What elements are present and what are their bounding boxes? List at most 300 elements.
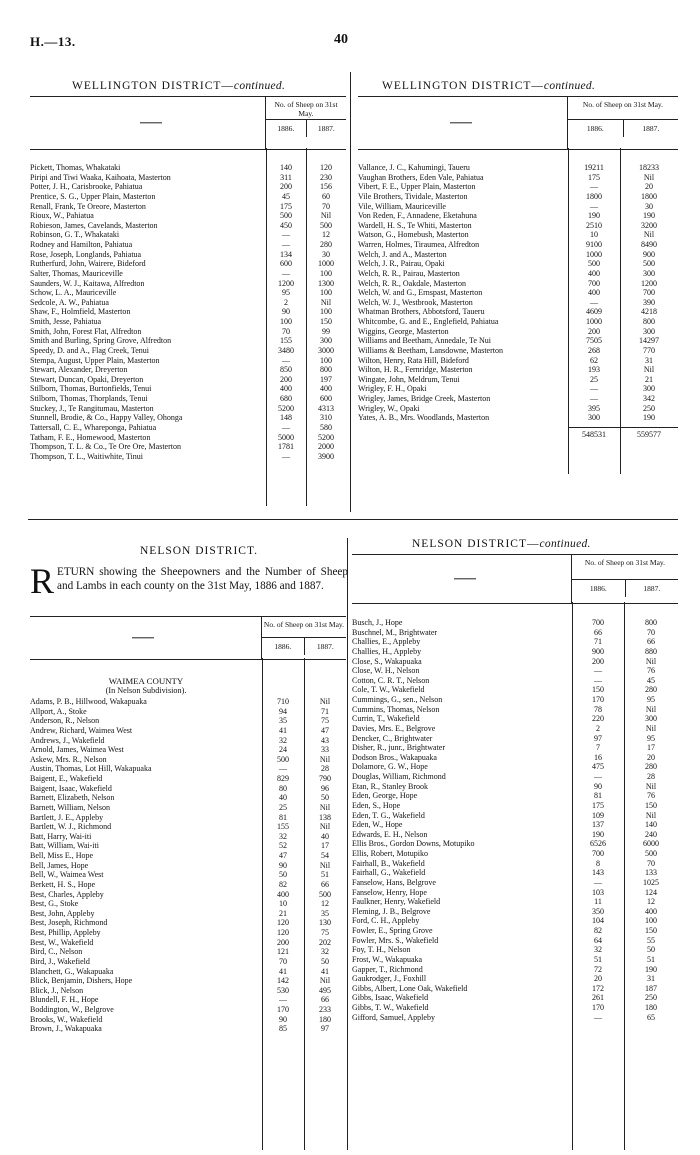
owner-name: Yates, A. B., Mrs. Woodlands, Masterton xyxy=(358,413,490,423)
sheep-1886: 97 xyxy=(594,733,602,743)
owner-name: Fairhall, G., Wakefield xyxy=(352,868,426,878)
sheep-1887: 770 xyxy=(643,345,655,355)
sheep-1886: 148 xyxy=(280,413,292,423)
sheep-1886: 200 xyxy=(588,326,600,336)
table-row xyxy=(30,279,346,289)
sheep-1886: — xyxy=(590,394,598,403)
sheep-1887: 20 xyxy=(647,752,655,762)
table-row xyxy=(30,803,346,813)
col-rule xyxy=(568,148,569,474)
sheep-1886: 2 xyxy=(596,723,600,733)
nelson-left-title: NELSON DISTRICT. xyxy=(140,545,259,557)
sheep-1887: Nil xyxy=(645,723,657,733)
sheep-1887: 1025 xyxy=(643,877,659,887)
owner-name: Gapper, T., Richmond xyxy=(352,964,423,974)
owner-name: Best, Joseph, Richmond xyxy=(30,918,108,928)
sheep-1886: 170 xyxy=(592,695,604,704)
table-row xyxy=(30,813,346,823)
sheep-1886: — xyxy=(590,384,598,394)
table-row xyxy=(352,685,678,695)
owner-name: Wardell, H. S., Te Whiti, Masterton xyxy=(358,220,472,230)
table-row xyxy=(352,907,678,917)
table-row xyxy=(352,647,678,657)
table-body xyxy=(352,618,678,1022)
sheep-1887: 45 xyxy=(647,675,655,685)
sheep-1887: 250 xyxy=(645,993,657,1003)
sheep-1886: 170 xyxy=(277,1005,289,1014)
sheep-1887: 76 xyxy=(647,666,655,676)
owner-name: Robieson, James, Cavelands, Masterton xyxy=(30,220,158,230)
sheep-1887: 300 xyxy=(643,384,655,394)
sheep-1887: 20 xyxy=(645,182,653,192)
sheep-1887: 138 xyxy=(319,812,331,822)
sheep-1887: 280 xyxy=(645,685,657,695)
sheep-1886: 20 xyxy=(594,974,602,984)
nelson-right-table xyxy=(352,554,678,1022)
owner-name: Barnett, William, Nelson xyxy=(30,802,110,812)
owner-name: Welch, R. R., Oakdale, Masterton xyxy=(358,278,466,288)
sheep-1887: 2000 xyxy=(318,442,334,452)
owner-name: Watson, G., Homebush, Masterton xyxy=(358,230,469,240)
owner-name: Ellis Bros., Gordon Downs, Motupiko xyxy=(352,839,475,849)
table-row xyxy=(30,423,346,433)
owner-name: Fleming, J. B., Belgrove xyxy=(352,906,431,916)
sheep-1887: Nil xyxy=(643,365,655,375)
table-row xyxy=(30,230,346,240)
sheep-1886: 142 xyxy=(277,976,289,986)
owner-name: Pickett, Thomas, Whakataki xyxy=(30,163,121,172)
owner-name: Austin, Thomas, Lot Hill, Wakapuaka xyxy=(30,764,152,774)
sheep-1887: 28 xyxy=(647,772,655,781)
owner-name: Wrigley, James, Bridge Creek, Masterton xyxy=(358,394,491,403)
table-row xyxy=(358,404,678,414)
col-rule xyxy=(624,602,625,1150)
table-row xyxy=(30,288,346,298)
table-row xyxy=(30,832,346,842)
owner-name: Dencker, C., Brightwater xyxy=(352,733,433,743)
table-row xyxy=(352,782,678,792)
table-row xyxy=(358,173,678,183)
owner-name: Brooks, W., Wakefield xyxy=(30,1014,103,1024)
sheep-1886: 400 xyxy=(277,889,289,899)
table-row xyxy=(352,676,678,686)
owner-name: Bird, J., Wakefield xyxy=(30,956,90,966)
header-dash xyxy=(140,122,162,123)
owner-name: Rioux, W., Pahiatua xyxy=(30,211,94,221)
sheep-1887: 3900 xyxy=(318,451,334,461)
table-row xyxy=(352,637,678,647)
sheep-1887: 65 xyxy=(647,1012,655,1022)
table-row xyxy=(358,356,678,366)
sheep-1887: 30 xyxy=(322,249,330,259)
sheep-1887: 120 xyxy=(320,163,332,172)
section-divider xyxy=(28,519,678,520)
owner-name: Welch, R. R., Pairau, Masterton xyxy=(358,268,460,278)
sheep-1887: 300 xyxy=(320,336,332,346)
sheep-1886: 9100 xyxy=(586,240,602,249)
sheep-1887: 300 xyxy=(643,326,655,336)
table-row xyxy=(30,938,346,948)
owner-name: Dolamore, G. W., Hope xyxy=(352,762,428,772)
sheep-1886: — xyxy=(279,764,287,774)
table-row xyxy=(358,279,678,289)
sheep-1887: Nil xyxy=(319,976,331,986)
owner-name: Eden, W., Hope xyxy=(352,820,403,830)
owner-name: Rodney and Hamilton, Pahiatua xyxy=(30,240,133,249)
table-row xyxy=(30,957,346,967)
sheep-1886: 8 xyxy=(596,858,600,868)
owner-name: Renall, Frank, Te Oreore, Masterton xyxy=(30,201,146,211)
owner-name: Busch, J., Hope xyxy=(352,618,403,627)
table-row xyxy=(30,899,346,909)
page-number: 40 xyxy=(334,32,348,47)
owner-name: Welch, J. and A., Masterton xyxy=(358,249,447,259)
owner-name: Ford, C. H., Appleby xyxy=(352,916,420,926)
sheep-1886: 21 xyxy=(279,908,287,918)
sheep-1887: 8490 xyxy=(641,240,657,249)
wellington-right-title: WELLINGTON DISTRICT—continued. xyxy=(382,80,596,92)
owner-name: Batt, William, Wai-iti xyxy=(30,841,99,851)
sheep-1886: 103 xyxy=(592,887,604,897)
sheep-1887: 800 xyxy=(643,317,655,326)
sheep-1887: 197 xyxy=(320,374,332,384)
sheep-1886: 193 xyxy=(588,365,600,375)
sheep-1886: 268 xyxy=(588,345,600,355)
sheep-1886: — xyxy=(282,422,290,432)
sheep-1886: 90 xyxy=(279,860,287,870)
owner-name: Disher, R., junr., Brightwater xyxy=(352,743,445,753)
table-row xyxy=(30,202,346,212)
owner-name: Bartlett, J. E., Appleby xyxy=(30,812,104,822)
owner-name: Eden, George, Hope xyxy=(352,791,418,801)
sheep-1886: 90 xyxy=(282,307,290,317)
owner-name: Bartlett, W. J., Richmond xyxy=(30,822,112,832)
sheep-1887: 17 xyxy=(321,841,329,851)
sheep-1887: 280 xyxy=(320,240,332,249)
owner-name: Vile Brothers, Tividale, Masterton xyxy=(358,191,468,201)
sheep-1887: 133 xyxy=(645,868,657,878)
sheep-1886: 140 xyxy=(280,163,292,172)
table-row xyxy=(352,1013,678,1023)
owner-name: Baigent, Isaac, Wakefield xyxy=(30,783,112,793)
sheep-1887: 300 xyxy=(645,714,657,724)
table-row xyxy=(358,365,678,375)
table-row xyxy=(358,288,678,298)
sheep-1887: 900 xyxy=(643,249,655,259)
sheep-1886: 134 xyxy=(280,249,292,259)
owner-name: Boddington, W., Belgrove xyxy=(30,1005,114,1014)
sheep-1886: 100 xyxy=(280,317,292,326)
sheep-1887: 12 xyxy=(647,897,655,907)
owner-name: Fowler, Mrs. S., Wakefield xyxy=(352,935,439,945)
sheep-1887: 47 xyxy=(321,725,329,735)
sheep-1887: 50 xyxy=(321,793,329,803)
owner-name: Gibbs, Albert, Lone Oak, Wakefield xyxy=(352,983,468,993)
sheep-1887: 3000 xyxy=(318,345,334,355)
subdivision-note: (In Nelson Subdivision). xyxy=(105,686,187,695)
table-row xyxy=(30,928,346,938)
table-row xyxy=(352,916,678,926)
table-row xyxy=(358,192,678,202)
sheep-1887: Nil xyxy=(645,781,657,791)
owner-name: Welch, W. and G., Ernspast, Masterton xyxy=(358,288,483,298)
owner-name: Fanselow, Henry, Hope xyxy=(352,887,427,897)
owner-name: Blick, J., Nelson xyxy=(30,985,84,995)
sheep-1887: 140 xyxy=(645,820,657,830)
sheep-1887: 233 xyxy=(319,1005,331,1014)
owner-name: Fowler, E., Spring Grove xyxy=(352,926,433,935)
table-row xyxy=(30,307,346,317)
wellington-left-table xyxy=(30,96,346,461)
owner-name: Andrews, J., Wakefield xyxy=(30,735,105,745)
owner-name: Dodson Bros., Wakapuaka xyxy=(352,752,437,762)
totals-rule xyxy=(568,427,678,428)
sheep-1887: 100 xyxy=(320,268,332,278)
sheep-1886: 104 xyxy=(592,916,604,926)
table-row xyxy=(358,202,678,212)
nelson-left-table xyxy=(30,616,346,1034)
owner-name: Eden, S., Hope xyxy=(352,800,401,810)
sheep-1886: 25 xyxy=(590,374,598,384)
sheep-1887: 66 xyxy=(321,995,329,1005)
owner-name: Welch, J. R., Pairau, Opaki xyxy=(358,259,445,269)
table-row xyxy=(352,753,678,763)
sheep-1887: Nil xyxy=(319,802,331,812)
sheep-1887: 310 xyxy=(320,413,332,423)
sheep-1887: Nil xyxy=(319,697,331,706)
table-row xyxy=(358,317,678,327)
owner-name: Close, S., Wakapuaka xyxy=(352,656,422,666)
sheep-1887: 17 xyxy=(647,743,655,753)
table-row xyxy=(30,995,346,1005)
table-row xyxy=(30,442,346,452)
owner-name: Vibert, F. E., Upper Plain, Masterton xyxy=(358,182,476,192)
sheep-1887: 4313 xyxy=(318,403,334,413)
table-row xyxy=(30,822,346,832)
sheep-1886: 500 xyxy=(277,754,289,764)
sheep-1887: 21 xyxy=(645,374,653,384)
owner-name: Challies, H., Appleby xyxy=(352,646,422,656)
total-1887: 559577 xyxy=(637,429,661,439)
table-row xyxy=(30,1015,346,1025)
table-row xyxy=(358,163,678,173)
sheep-1886: 350 xyxy=(592,906,604,916)
sheep-1886: 200 xyxy=(592,656,604,666)
sheep-1887: Nil xyxy=(319,860,331,870)
sheep-1887: 95 xyxy=(647,695,655,704)
sheep-1887: 880 xyxy=(645,646,657,656)
table-row xyxy=(30,947,346,957)
sheep-1886: 175 xyxy=(280,201,292,211)
sheep-1887: 180 xyxy=(645,1003,657,1012)
table-row xyxy=(358,230,678,240)
sheep-1886: 120 xyxy=(277,918,289,928)
owner-name: Foy, T. H., Nelson xyxy=(352,945,411,955)
sheep-1887: 18233 xyxy=(639,163,659,172)
table-row xyxy=(30,736,346,746)
table-row xyxy=(30,365,346,375)
sheep-1887: 12 xyxy=(321,899,329,909)
sheep-1886: 700 xyxy=(588,278,600,288)
sheep-1886: 700 xyxy=(592,849,604,858)
sheep-1887: 100 xyxy=(645,916,657,926)
table-row xyxy=(30,764,346,774)
owner-name: Bell, James, Hope xyxy=(30,860,89,870)
owner-name: Gifford, Samuel, Appleby xyxy=(352,1012,435,1022)
sheep-1887: Nil xyxy=(643,172,655,182)
table-header xyxy=(358,96,678,150)
sheep-1887: 280 xyxy=(645,762,657,772)
table-row xyxy=(352,743,678,753)
sheep-1886: 40 xyxy=(279,793,287,803)
table-row xyxy=(352,820,678,830)
table-row xyxy=(352,705,678,715)
table-row xyxy=(30,163,346,173)
sheep-1886: 82 xyxy=(279,879,287,889)
sheep-1887: 495 xyxy=(319,985,331,995)
table-row xyxy=(352,955,678,965)
table-row xyxy=(30,918,346,928)
table-row xyxy=(352,618,678,628)
sheep-1887: 800 xyxy=(645,618,657,627)
sheep-1887: 156 xyxy=(320,182,332,192)
sheep-1886: — xyxy=(282,240,290,249)
sheep-1887: 97 xyxy=(321,1024,329,1034)
table-row xyxy=(30,375,346,385)
owner-name: Potter, J. H., Carisbrooke, Pahiatua xyxy=(30,182,143,192)
table-row xyxy=(358,211,678,221)
col-rule xyxy=(306,148,307,506)
owner-name: Allport, A., Stoke xyxy=(30,706,87,716)
sheep-1886: 261 xyxy=(592,993,604,1003)
sheep-1887: Nil xyxy=(645,810,657,820)
sheep-1886: 90 xyxy=(594,781,602,791)
sheep-1886: 1000 xyxy=(586,317,602,326)
owner-name: Thompson, T. L. & Co., Te Ore Ore, Masterton xyxy=(30,442,181,452)
table-row xyxy=(30,269,346,279)
owner-name: Ellis, Robert, Motupiko xyxy=(352,849,428,858)
sheep-1887: 190 xyxy=(643,413,655,423)
owner-name: Gaukrodger, J., Foxhill xyxy=(352,974,427,984)
col-rule xyxy=(572,602,573,1150)
owner-name: Williams & Beetham, Lansdowne, Masterton xyxy=(358,345,503,355)
sheep-1886: 5200 xyxy=(278,403,294,413)
table-row xyxy=(30,413,346,423)
sheep-1887: 6000 xyxy=(643,839,659,849)
sheep-1887: 70 xyxy=(647,627,655,637)
sheep-1887: 1800 xyxy=(641,191,657,201)
sheep-1886: 120 xyxy=(277,928,289,937)
sheep-1887: 580 xyxy=(320,422,332,432)
owner-name: Douglas, William, Richmond xyxy=(352,772,446,781)
table-row xyxy=(352,965,678,975)
sheep-1886: 1800 xyxy=(586,191,602,201)
sheep-1886: 85 xyxy=(279,1024,287,1034)
table-row xyxy=(358,375,678,385)
owner-name: Close, W. H., Nelson xyxy=(352,666,420,676)
sheep-1887: 31 xyxy=(647,974,655,984)
sheep-1886: 311 xyxy=(280,172,292,182)
nelson-right-title: NELSON DISTRICT—continued. xyxy=(412,538,591,550)
owner-name: Wingate, John, Meldrum, Tenui xyxy=(358,374,460,384)
table-row xyxy=(358,384,678,394)
sheep-1886: 72 xyxy=(594,964,602,974)
table-row xyxy=(30,726,346,736)
sheep-1887: 60 xyxy=(322,191,330,201)
sheep-1886: 1781 xyxy=(278,442,294,452)
sheep-1887: 400 xyxy=(320,384,332,394)
sheep-1887: 99 xyxy=(322,326,330,336)
owner-name: Fanselow, Hans, Belgrove xyxy=(352,877,436,887)
table-row xyxy=(30,909,346,919)
table-row xyxy=(352,984,678,994)
sheep-1886: 10 xyxy=(590,230,598,240)
totals-row xyxy=(358,430,678,440)
total-1886: 548531 xyxy=(582,429,606,439)
owner-name: Vaughan Brothers, Eden Vale, Pahiatua xyxy=(358,172,484,182)
sheep-1887: 390 xyxy=(643,297,655,307)
owner-name: Blanchett, G., Wakapuaka xyxy=(30,966,114,976)
table-row xyxy=(30,298,346,308)
owner-name: Berkett, H. S., Hope xyxy=(30,879,96,889)
table-row xyxy=(30,394,346,404)
table-row xyxy=(30,240,346,250)
sheep-1887: 100 xyxy=(320,355,332,365)
table-row xyxy=(30,890,346,900)
sheep-1887: 31 xyxy=(645,355,653,365)
sheep-1887: 71 xyxy=(321,706,329,716)
owner-name: Andrew, Richard, Waimea West xyxy=(30,725,133,735)
table-row xyxy=(352,897,678,907)
table-row xyxy=(358,259,678,269)
owner-name: Bell, Miss E., Hope xyxy=(30,851,94,860)
sheep-1886: 70 xyxy=(279,956,287,966)
table-row xyxy=(358,221,678,231)
sheep-1886: — xyxy=(279,995,287,1005)
sheep-1887: 124 xyxy=(645,887,657,897)
sheep-1886: — xyxy=(282,230,290,240)
sheep-1887: 250 xyxy=(643,403,655,413)
sheep-1886: 3480 xyxy=(278,345,294,355)
table-row xyxy=(358,307,678,317)
owner-name: Stempa, August, Upper Plain, Masterton xyxy=(30,355,160,365)
owner-name: Cole, T. W., Wakefield xyxy=(352,685,425,695)
sheep-1886: 41 xyxy=(279,966,287,976)
sheep-1886: 5000 xyxy=(278,432,294,442)
owner-name: Whatman Brothers, Abbotsford, Taueru xyxy=(358,307,485,317)
sheep-1887: 150 xyxy=(645,926,657,935)
sheep-1886: 80 xyxy=(279,783,287,793)
table-row xyxy=(30,433,346,443)
sheep-1886: 24 xyxy=(279,745,287,755)
table-row xyxy=(30,452,346,462)
sheep-1887: 230 xyxy=(320,172,332,182)
sheep-1886: 172 xyxy=(592,983,604,993)
sheep-1886: 220 xyxy=(592,714,604,724)
owner-name: Wilton, Henry, Rata Hill, Bideford xyxy=(358,355,469,365)
owner-name: Stilborn, Thomas, Burtonfields, Tenui xyxy=(30,384,152,394)
sheep-1887: 28 xyxy=(321,764,329,774)
sheep-1886: 175 xyxy=(588,172,600,182)
table-row xyxy=(352,888,678,898)
table-row xyxy=(352,772,678,782)
sheep-1886: 95 xyxy=(282,288,290,298)
sheep-1887: Nil xyxy=(320,297,332,307)
table-row xyxy=(352,993,678,1003)
table-row xyxy=(30,356,346,366)
owner-name: Cummings, G., sen., Nelson xyxy=(352,695,443,704)
sheep-1887: 70 xyxy=(647,858,655,868)
